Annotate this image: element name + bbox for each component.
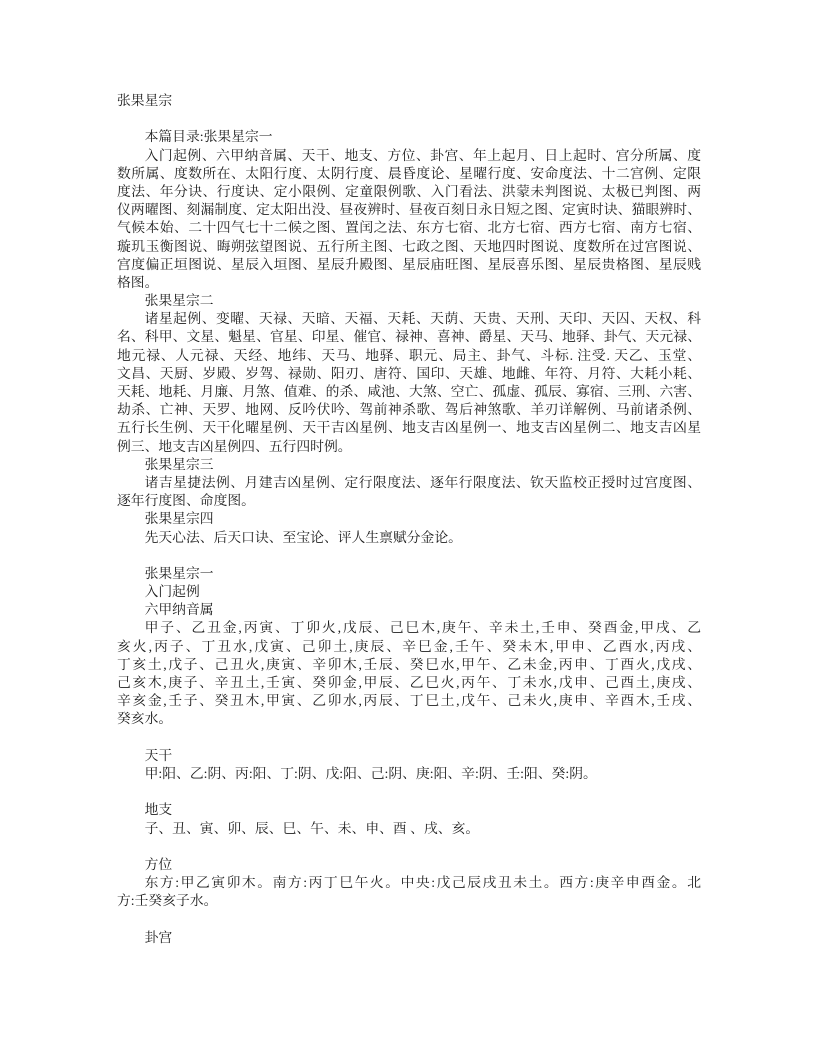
text-line: 诸吉星捷法例、月建吉凶星例、定行限度法、逐年行限度法、钦天监校正授时过宫度图、 bbox=[144, 474, 701, 490]
text-line: 癸亥水。 bbox=[117, 711, 173, 727]
text-line: 五行长生例、天干化曜星例、天干吉凶星例、地支吉凶星例一、地支吉凶星例二、地支吉凶星 bbox=[117, 420, 701, 436]
text-line: 劫杀、亡神、天罗、地网、反吟伏吟、驾前神杀歌、驾后神煞歌、羊刃详解例、马前诸杀例、 bbox=[117, 402, 701, 418]
document-text-block bbox=[117, 92, 701, 947]
text-line: 地元禄、人元禄、天经、地纬、天马、地驿、职元、局主、卦气、斗标. 注受. 天乙、玉堂、 bbox=[117, 347, 701, 363]
text-line: 卦宫 bbox=[144, 929, 173, 945]
text-line: 方:壬癸亥子水。 bbox=[117, 893, 218, 909]
blank-line bbox=[117, 110, 701, 128]
text-line: 先天心法、后天口诀、至宝论、评人生禀赋分金论。 bbox=[144, 529, 462, 545]
text-line: 璇玑玉衡图说、晦朔弦望图说、五行所主图、七政之图、天地四时图说、度数所在过宫图说、 bbox=[117, 238, 701, 254]
text-line: 子、丑、寅、卯、辰、巳、午、未、申、酉 、戌、亥。 bbox=[144, 820, 480, 836]
blank-line bbox=[117, 910, 701, 928]
text-line: 己亥木,庚子、辛丑土,壬寅、癸卯金,甲辰、乙巳火,丙午、丁未水,戊申、己酉土,庚戌、 bbox=[117, 675, 701, 690]
text-line: 张果星宗四 bbox=[144, 511, 214, 527]
text-line: 亥火,丙子、丁丑水,戊寅、己卯土,庚辰、辛巳金,壬午、癸未木,甲申、乙酉水,丙戌、 bbox=[117, 638, 701, 654]
text-line: 张果星宗一 bbox=[144, 565, 214, 581]
text-line: 格图。 bbox=[117, 274, 159, 290]
text-line: 丁亥土,戊子、己丑火,庚寅、辛卯木,壬辰、癸巳水,甲午、乙未金,丙申、丁酉火,戊戌、 bbox=[117, 656, 701, 672]
text-line: 东方:甲乙寅卯木。南方:丙丁巳午火。中央:戊己辰戌丑未土。西方:庚辛申酉金。北 bbox=[144, 875, 701, 891]
text-line: 宫度偏正垣图说、星辰入垣图、星辰升殿图、星辰庙旺图、星辰喜乐图、星辰贵格图、星辰贱 bbox=[117, 256, 701, 272]
text-line: 天耗、地耗、月廉、月煞、值难、的杀、咸池、大煞、空亡、孤虚、孤辰、寡宿、三刑、六害、 bbox=[117, 384, 701, 399]
text-line: 逐年行度图、命度图。 bbox=[117, 493, 255, 509]
text-line: 天干 bbox=[144, 747, 173, 763]
text-line: 度法、年分诀、行度诀、定小限例、定童限例歌、入门看法、洪蒙未判图说、太极已判图、两 bbox=[117, 183, 701, 199]
text-line: 文昌、天厨、岁殿、岁驾、禄勋、阳刃、唐符、国印、天雄、地雌、年符、月符、大耗小耗、 bbox=[117, 365, 701, 381]
text-line: 方位 bbox=[144, 856, 173, 872]
text-line: 气候本始、二十四气七十二候之图、置闰之法、东方七宿、北方七宿、西方七宿、南方七宿、 bbox=[117, 220, 701, 236]
blank-line bbox=[117, 783, 701, 801]
text-line: 入门起例、六甲纳音属、天干、地支、方位、卦宫、年上起月、日上起时、宫分所属、度 bbox=[144, 147, 701, 163]
text-line: 地支 bbox=[144, 802, 173, 818]
blank-line bbox=[117, 838, 701, 856]
text-line: 诸星起例、变曜、天禄、天暗、天福、天耗、天荫、天贵、天刑、天印、天囚、天权、科 bbox=[144, 311, 701, 327]
text-line: 张果星宗二 bbox=[144, 293, 214, 309]
text-line: 甲:阳、乙:阴、丙:阳、丁:阴、戊:阳、己:阴、庚:阳、辛:阴、壬:阳、癸:阴。 bbox=[144, 765, 597, 781]
text-line: 名、科甲、文星、魁星、官星、印星、催官、禄神、喜神、爵星、天马、地驿、卦气、天元禄、 bbox=[117, 329, 701, 345]
text-line: 仪两曜图、刻漏制度、定太阳出没、昼夜辨时、昼夜百刻日永日短之图、定寅时诀、猫眼辨时、 bbox=[117, 202, 701, 218]
text-line: 例三、地支吉凶星例四、五行四时例。 bbox=[117, 438, 352, 454]
text-line: 六甲纳音属 bbox=[144, 602, 214, 618]
text-line: 张果星宗三 bbox=[144, 456, 214, 472]
blank-line bbox=[117, 729, 701, 747]
text-line: 本篇目录:张果星宗一 bbox=[144, 129, 273, 145]
text-line: 数所属、度数所在、太阳行度、太阴行度、晨昏度论、星曜行度、安命度法、十二宫例、定限 bbox=[117, 165, 701, 181]
text-line: 张果星宗 bbox=[117, 93, 173, 108]
text-line: 入门起例 bbox=[144, 584, 200, 600]
blank-line bbox=[117, 547, 701, 565]
text-line: 辛亥金,壬子、癸丑木,甲寅、乙卯水,丙辰、丁巳土,戊午、己未火,庚申、辛酉木,壬戌、 bbox=[117, 693, 701, 709]
text-line: 甲子、乙丑金,丙寅、丁卯火,戊辰、己巳木,庚午、辛未土,壬申、癸酉金,甲戌、乙 bbox=[144, 620, 701, 636]
